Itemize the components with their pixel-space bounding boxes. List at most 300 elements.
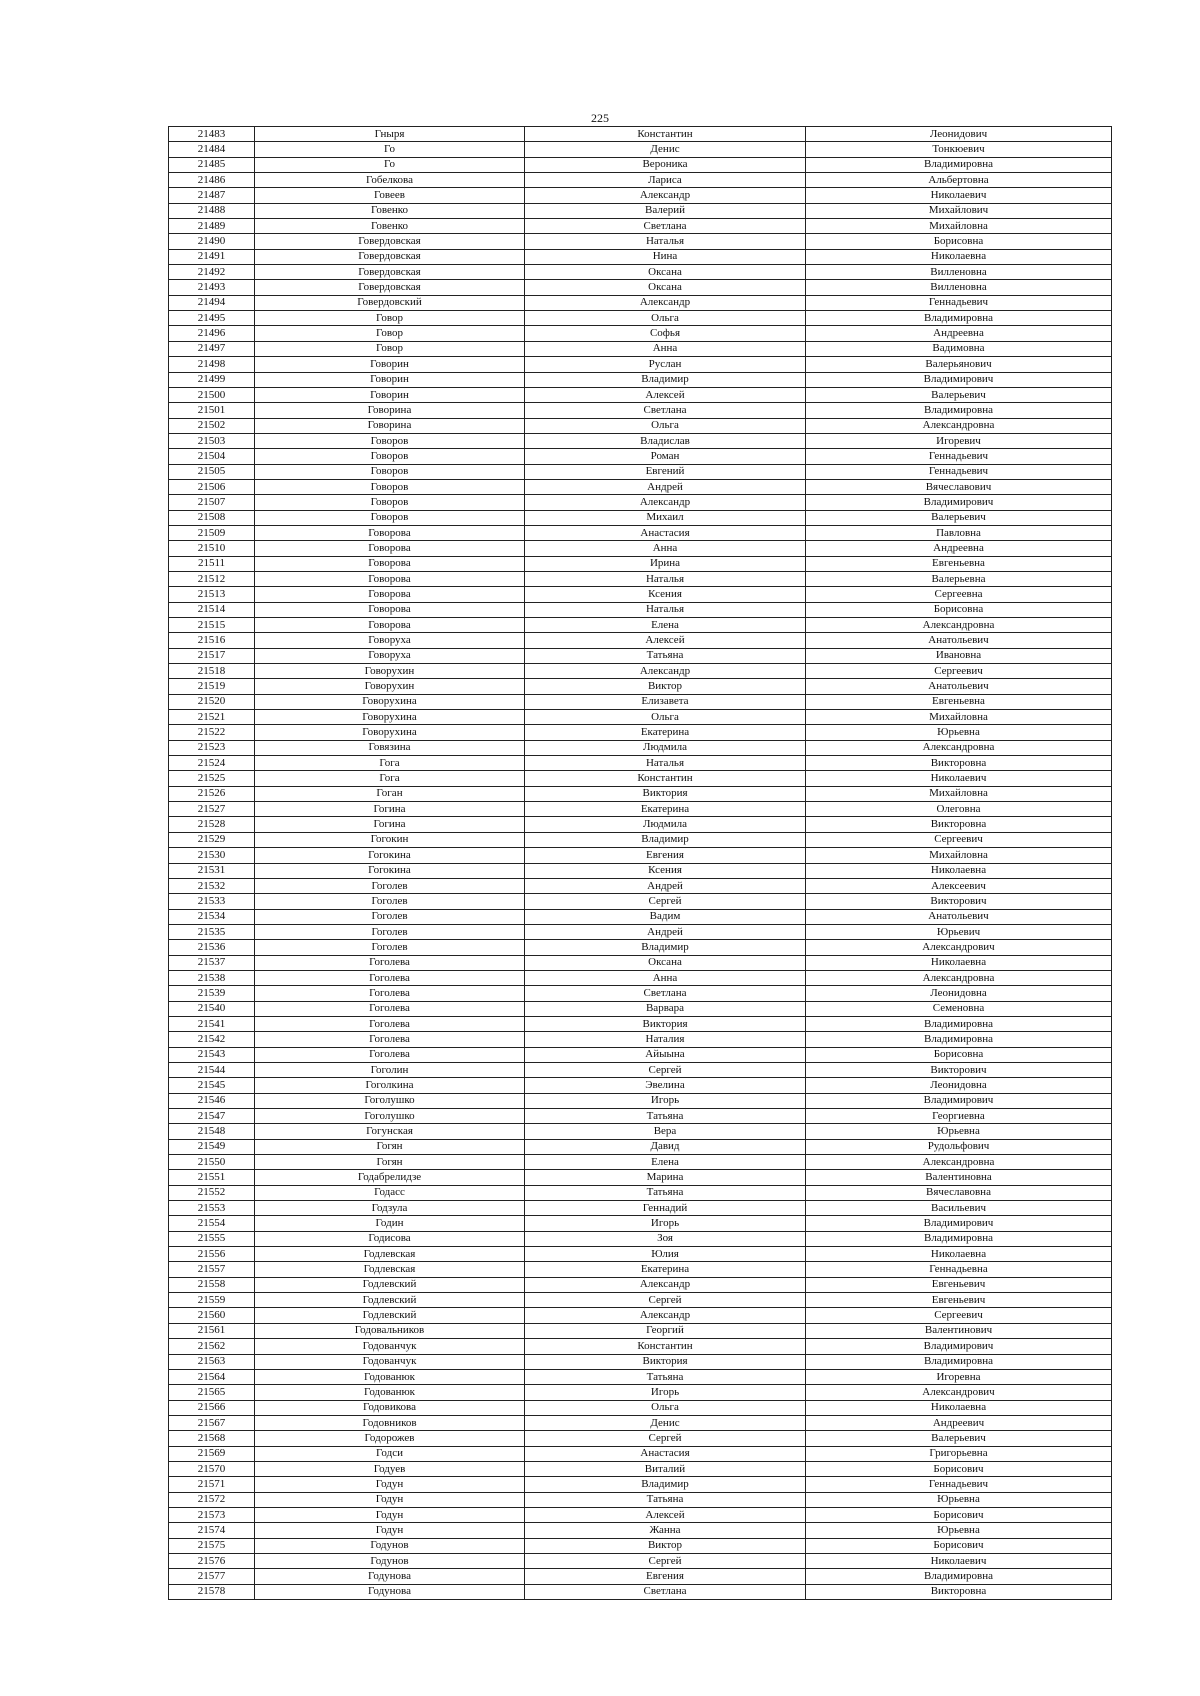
last-name-cell: Годлевский: [255, 1277, 525, 1292]
table-row: [169, 188, 1112, 203]
row-number-cell: 21527: [169, 802, 255, 817]
table-row: [169, 1201, 1112, 1216]
last-name-cell: Годасс: [255, 1185, 525, 1200]
last-name-cell: Говердовский: [255, 295, 525, 310]
last-name-cell: Годовикова: [255, 1400, 525, 1415]
row-number-cell: 21513: [169, 587, 255, 602]
first-name-cell: Светлана: [525, 403, 806, 418]
patronymic-cell: Владимировна: [806, 1354, 1112, 1369]
table-row: [169, 1477, 1112, 1492]
patronymic-cell: Викторовна: [806, 1584, 1112, 1599]
row-number-cell: 21499: [169, 372, 255, 387]
table-row: [169, 633, 1112, 648]
last-name-cell: Годун: [255, 1477, 525, 1492]
patronymic-cell: Семеновна: [806, 1001, 1112, 1016]
patronymic-cell: Викторовна: [806, 756, 1112, 771]
patronymic-cell: Борисовна: [806, 1047, 1112, 1062]
first-name-cell: Сергей: [525, 1062, 806, 1077]
row-number-cell: 21492: [169, 265, 255, 280]
patronymic-cell: Владимирович: [806, 1093, 1112, 1108]
first-name-cell: Виктор: [525, 1538, 806, 1553]
last-name-cell: Гобелкова: [255, 173, 525, 188]
last-name-cell: Говязина: [255, 740, 525, 755]
patronymic-cell: Анатольевич: [806, 633, 1112, 648]
last-name-cell: Говердовская: [255, 249, 525, 264]
row-number-cell: 21518: [169, 664, 255, 679]
last-name-cell: Гныря: [255, 127, 525, 142]
first-name-cell: Алексей: [525, 1507, 806, 1522]
table-row: [169, 1354, 1112, 1369]
row-number-cell: 21522: [169, 725, 255, 740]
row-number-cell: 21562: [169, 1339, 255, 1354]
patronymic-cell: Николаевна: [806, 955, 1112, 970]
table-row: [169, 940, 1112, 955]
row-number-cell: 21506: [169, 479, 255, 494]
last-name-cell: Годованюк: [255, 1385, 525, 1400]
table-row: [169, 602, 1112, 617]
patronymic-cell: Леонидовна: [806, 1078, 1112, 1093]
table-row: [169, 571, 1112, 586]
table-row: [169, 1584, 1112, 1599]
last-name-cell: Гоголев: [255, 878, 525, 893]
table-row: [169, 1446, 1112, 1461]
row-number-cell: 21536: [169, 940, 255, 955]
row-number-cell: 21515: [169, 618, 255, 633]
row-number-cell: 21565: [169, 1385, 255, 1400]
first-name-cell: Ольга: [525, 1400, 806, 1415]
first-name-cell: Игорь: [525, 1093, 806, 1108]
last-name-cell: Говорова: [255, 571, 525, 586]
first-name-cell: Зоя: [525, 1231, 806, 1246]
registry-table-body: [169, 127, 1112, 1600]
first-name-cell: Виталий: [525, 1461, 806, 1476]
row-number-cell: 21538: [169, 970, 255, 985]
table-row: [169, 556, 1112, 571]
first-name-cell: Анна: [525, 541, 806, 556]
table-row: [169, 955, 1112, 970]
table-row: [169, 387, 1112, 402]
table-row: [169, 1400, 1112, 1415]
last-name-cell: Гоголев: [255, 940, 525, 955]
patronymic-cell: Валентинович: [806, 1323, 1112, 1338]
table-row: [169, 1155, 1112, 1170]
last-name-cell: Гогунская: [255, 1124, 525, 1139]
patronymic-cell: Борисовна: [806, 602, 1112, 617]
patronymic-cell: Валерьянович: [806, 357, 1112, 372]
first-name-cell: Татьяна: [525, 648, 806, 663]
last-name-cell: Говорин: [255, 387, 525, 402]
table-row: [169, 1062, 1112, 1077]
row-number-cell: 21573: [169, 1507, 255, 1522]
patronymic-cell: Игоревна: [806, 1369, 1112, 1384]
last-name-cell: Говоров: [255, 479, 525, 494]
row-number-cell: 21509: [169, 525, 255, 540]
patronymic-cell: Валерьевич: [806, 510, 1112, 525]
patronymic-cell: Николаевна: [806, 1400, 1112, 1415]
row-number-cell: 21529: [169, 832, 255, 847]
row-number-cell: 21555: [169, 1231, 255, 1246]
table-row: [169, 832, 1112, 847]
patronymic-cell: Александровна: [806, 618, 1112, 633]
patronymic-cell: Николаевич: [806, 1553, 1112, 1568]
registry-table: [168, 126, 1112, 1600]
patronymic-cell: Викторович: [806, 894, 1112, 909]
table-row: [169, 1093, 1112, 1108]
last-name-cell: Говоруха: [255, 633, 525, 648]
first-name-cell: Александр: [525, 188, 806, 203]
row-number-cell: 21543: [169, 1047, 255, 1062]
last-name-cell: Гогокина: [255, 863, 525, 878]
last-name-cell: Го: [255, 157, 525, 172]
row-number-cell: 21524: [169, 756, 255, 771]
row-number-cell: 21559: [169, 1293, 255, 1308]
last-name-cell: Годун: [255, 1492, 525, 1507]
row-number-cell: 21491: [169, 249, 255, 264]
first-name-cell: Юлия: [525, 1247, 806, 1262]
last-name-cell: Гоголева: [255, 1032, 525, 1047]
patronymic-cell: Геннадьевна: [806, 1262, 1112, 1277]
first-name-cell: Геннадий: [525, 1201, 806, 1216]
last-name-cell: Говоров: [255, 510, 525, 525]
first-name-cell: Георгий: [525, 1323, 806, 1338]
row-number-cell: 21496: [169, 326, 255, 341]
table-row: [169, 541, 1112, 556]
patronymic-cell: Леонидович: [806, 127, 1112, 142]
row-number-cell: 21494: [169, 295, 255, 310]
first-name-cell: Нина: [525, 249, 806, 264]
table-row: [169, 357, 1112, 372]
row-number-cell: 21528: [169, 817, 255, 832]
row-number-cell: 21505: [169, 464, 255, 479]
row-number-cell: 21484: [169, 142, 255, 157]
table-row: [169, 525, 1112, 540]
last-name-cell: Гогина: [255, 817, 525, 832]
last-name-cell: Годованчук: [255, 1339, 525, 1354]
patronymic-cell: Борисовна: [806, 234, 1112, 249]
first-name-cell: Роман: [525, 449, 806, 464]
table-row: [169, 1323, 1112, 1338]
row-number-cell: 21501: [169, 403, 255, 418]
row-number-cell: 21542: [169, 1032, 255, 1047]
row-number-cell: 21488: [169, 203, 255, 218]
patronymic-cell: Николаевич: [806, 771, 1112, 786]
patronymic-cell: Леонидовна: [806, 986, 1112, 1001]
patronymic-cell: Игоревич: [806, 433, 1112, 448]
last-name-cell: Гогян: [255, 1155, 525, 1170]
row-number-cell: 21548: [169, 1124, 255, 1139]
patronymic-cell: Юрьевна: [806, 725, 1112, 740]
first-name-cell: Анастасия: [525, 1446, 806, 1461]
first-name-cell: Татьяна: [525, 1109, 806, 1124]
patronymic-cell: Вилленовна: [806, 280, 1112, 295]
first-name-cell: Оксана: [525, 280, 806, 295]
last-name-cell: Говердовская: [255, 265, 525, 280]
row-number-cell: 21553: [169, 1201, 255, 1216]
patronymic-cell: Григорьевна: [806, 1446, 1112, 1461]
first-name-cell: Андрей: [525, 479, 806, 494]
row-number-cell: 21540: [169, 1001, 255, 1016]
last-name-cell: Говенко: [255, 203, 525, 218]
last-name-cell: Гоголев: [255, 894, 525, 909]
row-number-cell: 21486: [169, 173, 255, 188]
row-number-cell: 21516: [169, 633, 255, 648]
first-name-cell: Екатерина: [525, 725, 806, 740]
row-number-cell: 21485: [169, 157, 255, 172]
last-name-cell: Годуев: [255, 1461, 525, 1476]
first-name-cell: Эвелина: [525, 1078, 806, 1093]
row-number-cell: 21554: [169, 1216, 255, 1231]
table-row: [169, 341, 1112, 356]
last-name-cell: Годлевский: [255, 1308, 525, 1323]
last-name-cell: Годунова: [255, 1584, 525, 1599]
table-row: [169, 403, 1112, 418]
patronymic-cell: Борисович: [806, 1507, 1112, 1522]
table-row: [169, 203, 1112, 218]
patronymic-cell: Евгеньевич: [806, 1277, 1112, 1292]
last-name-cell: Говор: [255, 341, 525, 356]
row-number-cell: 21537: [169, 955, 255, 970]
last-name-cell: Говоруха: [255, 648, 525, 663]
table-row: [169, 1047, 1112, 1062]
patronymic-cell: Юрьевич: [806, 924, 1112, 939]
last-name-cell: Гогян: [255, 1139, 525, 1154]
last-name-cell: Годисова: [255, 1231, 525, 1246]
row-number-cell: 21558: [169, 1277, 255, 1292]
last-name-cell: Говердовская: [255, 280, 525, 295]
row-number-cell: 21569: [169, 1446, 255, 1461]
patronymic-cell: Михайловна: [806, 710, 1112, 725]
last-name-cell: Говорова: [255, 618, 525, 633]
first-name-cell: Александр: [525, 495, 806, 510]
table-row: [169, 1216, 1112, 1231]
table-row: [169, 1262, 1112, 1277]
patronymic-cell: Геннадьевич: [806, 449, 1112, 464]
patronymic-cell: Геннадьевич: [806, 295, 1112, 310]
first-name-cell: Виктория: [525, 1354, 806, 1369]
row-number-cell: 21521: [169, 710, 255, 725]
first-name-cell: Наталия: [525, 1032, 806, 1047]
last-name-cell: Говорухина: [255, 694, 525, 709]
last-name-cell: Годлевская: [255, 1262, 525, 1277]
first-name-cell: Алексей: [525, 387, 806, 402]
first-name-cell: Евгений: [525, 464, 806, 479]
last-name-cell: Говор: [255, 326, 525, 341]
table-row: [169, 1523, 1112, 1538]
patronymic-cell: Викторович: [806, 1062, 1112, 1077]
first-name-cell: Денис: [525, 142, 806, 157]
row-number-cell: 21483: [169, 127, 255, 142]
first-name-cell: Оксана: [525, 265, 806, 280]
table-row: [169, 817, 1112, 832]
row-number-cell: 21545: [169, 1078, 255, 1093]
first-name-cell: Айыына: [525, 1047, 806, 1062]
table-row: [169, 1293, 1112, 1308]
table-row: [169, 1247, 1112, 1262]
table-row: [169, 694, 1112, 709]
patronymic-cell: Владимировна: [806, 157, 1112, 172]
first-name-cell: Вера: [525, 1124, 806, 1139]
table-row: [169, 127, 1112, 142]
first-name-cell: Сергей: [525, 1431, 806, 1446]
patronymic-cell: Андреевна: [806, 326, 1112, 341]
patronymic-cell: Борисович: [806, 1461, 1112, 1476]
patronymic-cell: Владимировна: [806, 403, 1112, 418]
table-row: [169, 771, 1112, 786]
first-name-cell: Светлана: [525, 986, 806, 1001]
table-row: [169, 986, 1112, 1001]
row-number-cell: 21539: [169, 986, 255, 1001]
patronymic-cell: Анатольевич: [806, 909, 1112, 924]
table-row: [169, 219, 1112, 234]
row-number-cell: 21507: [169, 495, 255, 510]
row-number-cell: 21525: [169, 771, 255, 786]
patronymic-cell: Александровна: [806, 418, 1112, 433]
last-name-cell: Годунова: [255, 1569, 525, 1584]
last-name-cell: Говорова: [255, 525, 525, 540]
table-row: [169, 786, 1112, 801]
first-name-cell: Андрей: [525, 878, 806, 893]
patronymic-cell: Алексеевич: [806, 878, 1112, 893]
table-row: [169, 1016, 1112, 1031]
first-name-cell: Елена: [525, 1155, 806, 1170]
table-row: [169, 679, 1112, 694]
patronymic-cell: Вилленовна: [806, 265, 1112, 280]
last-name-cell: Гоголушко: [255, 1109, 525, 1124]
patronymic-cell: Александрович: [806, 1385, 1112, 1400]
row-number-cell: 21530: [169, 848, 255, 863]
last-name-cell: Говорина: [255, 418, 525, 433]
table-row: [169, 863, 1112, 878]
patronymic-cell: Борисович: [806, 1538, 1112, 1553]
row-number-cell: 21549: [169, 1139, 255, 1154]
table-row: [169, 1124, 1112, 1139]
last-name-cell: Годлевский: [255, 1293, 525, 1308]
last-name-cell: Говорухин: [255, 679, 525, 694]
patronymic-cell: Юрьевна: [806, 1523, 1112, 1538]
table-row: [169, 1185, 1112, 1200]
first-name-cell: Екатерина: [525, 1262, 806, 1277]
first-name-cell: Андрей: [525, 924, 806, 939]
first-name-cell: Александр: [525, 1277, 806, 1292]
first-name-cell: Вероника: [525, 157, 806, 172]
last-name-cell: Годлевская: [255, 1247, 525, 1262]
first-name-cell: Лариса: [525, 173, 806, 188]
table-row: [169, 1001, 1112, 1016]
row-number-cell: 21557: [169, 1262, 255, 1277]
row-number-cell: 21532: [169, 878, 255, 893]
last-name-cell: Говорухин: [255, 664, 525, 679]
table-row: [169, 326, 1112, 341]
patronymic-cell: Валерьевич: [806, 1431, 1112, 1446]
patronymic-cell: Михайловна: [806, 848, 1112, 863]
row-number-cell: 21574: [169, 1523, 255, 1538]
patronymic-cell: Владимировна: [806, 1016, 1112, 1031]
patronymic-cell: Вадимовна: [806, 341, 1112, 356]
table-row: [169, 479, 1112, 494]
table-row: [169, 1507, 1112, 1522]
row-number-cell: 21541: [169, 1016, 255, 1031]
table-row: [169, 265, 1112, 280]
last-name-cell: Говорина: [255, 403, 525, 418]
row-number-cell: 21561: [169, 1323, 255, 1338]
table-row: [169, 848, 1112, 863]
last-name-cell: Гоголева: [255, 986, 525, 1001]
table-row: [169, 970, 1112, 985]
row-number-cell: 21490: [169, 234, 255, 249]
patronymic-cell: Николаевна: [806, 249, 1112, 264]
first-name-cell: Виктория: [525, 786, 806, 801]
first-name-cell: Алексей: [525, 633, 806, 648]
table-row: [169, 295, 1112, 310]
row-number-cell: 21503: [169, 433, 255, 448]
last-name-cell: Говор: [255, 311, 525, 326]
row-number-cell: 21534: [169, 909, 255, 924]
table-row: [169, 1032, 1112, 1047]
row-number-cell: 21514: [169, 602, 255, 617]
table-row: [169, 1339, 1112, 1354]
table-row: [169, 464, 1112, 479]
table-row: [169, 311, 1112, 326]
first-name-cell: Татьяна: [525, 1185, 806, 1200]
last-name-cell: Гога: [255, 771, 525, 786]
first-name-cell: Елизавета: [525, 694, 806, 709]
first-name-cell: Виктор: [525, 679, 806, 694]
row-number-cell: 21551: [169, 1170, 255, 1185]
table-row: [169, 710, 1112, 725]
patronymic-cell: Андреевич: [806, 1415, 1112, 1430]
first-name-cell: Людмила: [525, 740, 806, 755]
table-row: [169, 1538, 1112, 1553]
table-row: [169, 1431, 1112, 1446]
last-name-cell: Гоголева: [255, 955, 525, 970]
table-row: [169, 1139, 1112, 1154]
first-name-cell: Сергей: [525, 1293, 806, 1308]
first-name-cell: Константин: [525, 127, 806, 142]
last-name-cell: Говорухина: [255, 710, 525, 725]
row-number-cell: 21531: [169, 863, 255, 878]
patronymic-cell: Михайлович: [806, 203, 1112, 218]
table-row: [169, 725, 1112, 740]
last-name-cell: Говорова: [255, 556, 525, 571]
first-name-cell: Анна: [525, 970, 806, 985]
row-number-cell: 21533: [169, 894, 255, 909]
row-number-cell: 21563: [169, 1354, 255, 1369]
patronymic-cell: Ивановна: [806, 648, 1112, 663]
table-row: [169, 280, 1112, 295]
first-name-cell: Руслан: [525, 357, 806, 372]
first-name-cell: Игорь: [525, 1216, 806, 1231]
patronymic-cell: Андреевна: [806, 541, 1112, 556]
first-name-cell: Денис: [525, 1415, 806, 1430]
row-number-cell: 21487: [169, 188, 255, 203]
first-name-cell: Владимир: [525, 940, 806, 955]
patronymic-cell: Павловна: [806, 525, 1112, 540]
table-row: [169, 372, 1112, 387]
first-name-cell: Наталья: [525, 756, 806, 771]
first-name-cell: Сергей: [525, 1553, 806, 1568]
first-name-cell: Наталья: [525, 602, 806, 617]
first-name-cell: Валерий: [525, 203, 806, 218]
patronymic-cell: Владимирович: [806, 1216, 1112, 1231]
first-name-cell: Евгения: [525, 848, 806, 863]
last-name-cell: Гоголушко: [255, 1093, 525, 1108]
first-name-cell: Вадим: [525, 909, 806, 924]
patronymic-cell: Михайловна: [806, 786, 1112, 801]
row-number-cell: 21567: [169, 1415, 255, 1430]
patronymic-cell: Александровна: [806, 1155, 1112, 1170]
patronymic-cell: Валентиновна: [806, 1170, 1112, 1185]
table-row: [169, 495, 1112, 510]
